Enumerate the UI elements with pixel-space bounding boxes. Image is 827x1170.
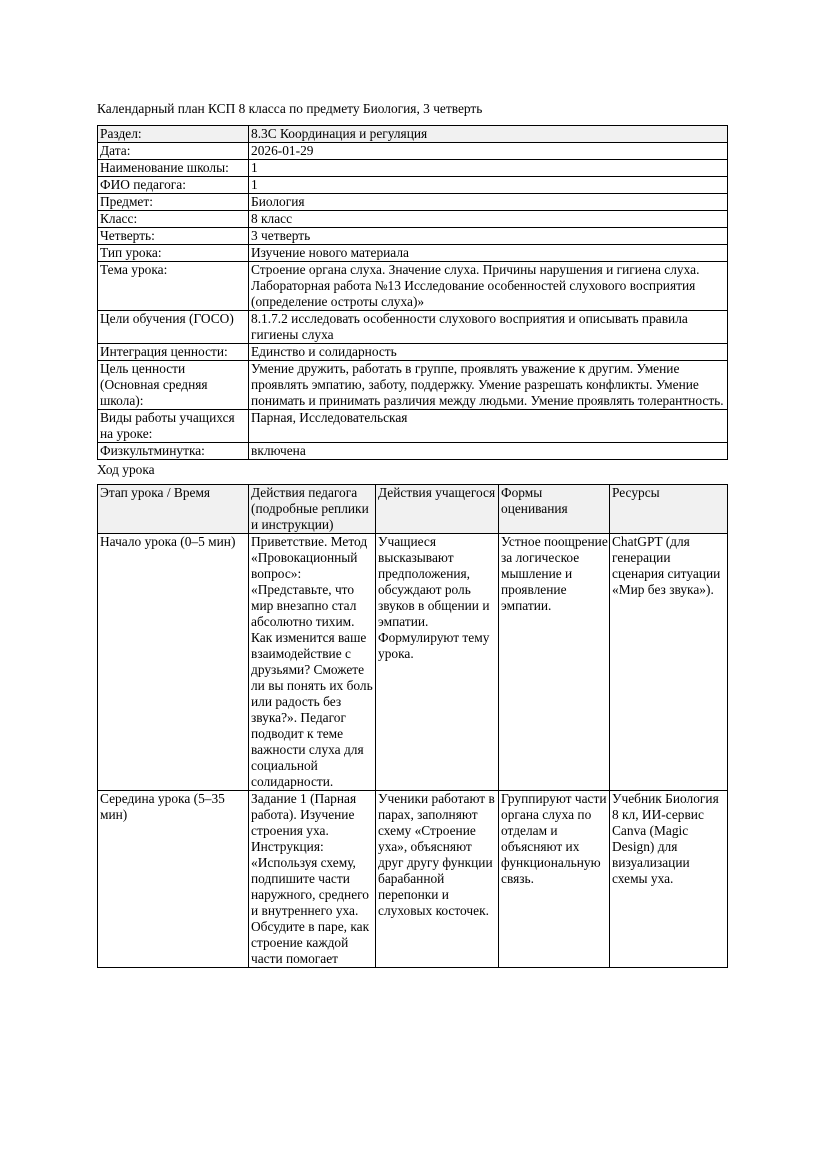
lesson-row	[98, 534, 728, 791]
info-value: 1	[249, 160, 728, 177]
document-content	[97, 101, 727, 968]
info-value: 1	[249, 177, 728, 194]
info-value: 8.3С Координация и регуляция	[249, 126, 728, 143]
info-row	[98, 311, 728, 344]
info-row	[98, 194, 728, 211]
info-row	[98, 143, 728, 160]
section-heading: Ход урока	[97, 462, 155, 477]
info-value: Строение органа слуха. Значение слуха. Причины нарушения и гигиена слуха. Лабораторная работа №13 Исследование особенностей слухового восприятия (определение остроты слуха)»	[249, 262, 728, 311]
info-value: Парная, Исследовательская	[249, 410, 728, 443]
info-row	[98, 177, 728, 194]
lesson-cell-teacher-actions: Приветствие. Метод «Провокационный вопрос»: «Представьте, что мир внезапно стал абсолютно тихим. Как изменится ваше взаимодействие с друзьями? Сможете ли вы понять их боль или радость без звука?». Педагог подводит к теме важности слуха для социальной солидарности.	[249, 534, 376, 791]
info-row	[98, 344, 728, 361]
lesson-cell-stage: Середина урока (5–35 мин)	[98, 791, 249, 968]
info-value: 2026-01-29	[249, 143, 728, 160]
info-row	[98, 443, 728, 460]
lesson-row	[98, 791, 728, 968]
info-row	[98, 126, 728, 143]
info-label: Цели обучения (ГОСО)	[98, 311, 249, 344]
lesson-cell-resources: Учебник Биология 8 кл, ИИ-сервис Canva (Magic Design) для визуализации схемы уха.	[610, 791, 728, 968]
info-value: Единство и солидарность	[249, 344, 728, 361]
lesson-cell-student-actions: Ученики работают в парах, заполняют схему «Строение уха», объясняют друг другу функции барабанной перепонки и слуховых косточек.	[376, 791, 499, 968]
info-label: Дата:	[98, 143, 249, 160]
info-label: Тип урока:	[98, 245, 249, 262]
lesson-header-resources: Ресурсы	[610, 485, 728, 534]
info-label: ФИО педагога:	[98, 177, 249, 194]
document-title: Календарный план КСП 8 класса по предмету Биология, 3 четверть	[97, 101, 483, 116]
info-value: включена	[249, 443, 728, 460]
info-label: Цель ценности (Основная средняя школа):	[98, 361, 249, 410]
info-row	[98, 228, 728, 245]
lesson-cell-assessment: Устное поощрение за логическое мышление и проявление эмпатии.	[499, 534, 610, 791]
info-label: Виды работы учащихся на уроке:	[98, 410, 249, 443]
lesson-header-stage: Этап урока / Время	[98, 485, 249, 534]
info-row	[98, 361, 728, 410]
info-label: Класс:	[98, 211, 249, 228]
info-label: Наименование школы:	[98, 160, 249, 177]
info-value: 8.1.7.2 исследовать особенности слухового восприятия и описывать правила гигиены слуха	[249, 311, 728, 344]
info-value: 3 четверть	[249, 228, 728, 245]
lesson-cell-resources: ChatGPT (для генерации сценария ситуации «Мир без звука»).	[610, 534, 728, 791]
lesson-cell-stage: Начало урока (0–5 мин)	[98, 534, 249, 791]
info-row	[98, 211, 728, 228]
lesson-cell-assessment: Группируют части органа слуха по отделам и объясняют их функциональную связь.	[499, 791, 610, 968]
info-value: Биология	[249, 194, 728, 211]
info-row	[98, 245, 728, 262]
lesson-table	[97, 484, 728, 968]
info-label: Тема урока:	[98, 262, 249, 311]
info-row	[98, 262, 728, 311]
lesson-cell-teacher-actions: Задание 1 (Парная работа). Изучение строения уха. Инструкция: «Используя схему, подпишите части наружного, среднего и внутреннего уха. Обсудите в паре, как строение каждой части помогает	[249, 791, 376, 968]
info-value: Умение дружить, работать в группе, проявлять уважение к другим. Умение проявлять эмпатию, заботу, поддержку. Умение разрешать конфликты. Умение понимать и принимать различия между людьми. Умение проявлять толерантность.	[249, 361, 728, 410]
info-label: Раздел:	[98, 126, 249, 143]
info-label: Предмет:	[98, 194, 249, 211]
lesson-header-teacher-actions: Действия педагога (подробные реплики и инструкции)	[249, 485, 376, 534]
info-label: Четверть:	[98, 228, 249, 245]
lesson-header-row	[98, 485, 728, 534]
info-row	[98, 410, 728, 443]
info-value: 8 класс	[249, 211, 728, 228]
lesson-cell-student-actions: Учащиеся высказывают предположения, обсуждают роль звуков в общении и эмпатии. Формулируют тему урока.	[376, 534, 499, 791]
info-label: Интеграция ценности:	[98, 344, 249, 361]
lesson-header-student-actions: Действия учащегося	[376, 485, 499, 534]
info-row	[98, 160, 728, 177]
info-label: Физкультминутка:	[98, 443, 249, 460]
info-table	[97, 125, 728, 460]
lesson-header-assessment: Формы оценивания	[499, 485, 610, 534]
info-value: Изучение нового материала	[249, 245, 728, 262]
